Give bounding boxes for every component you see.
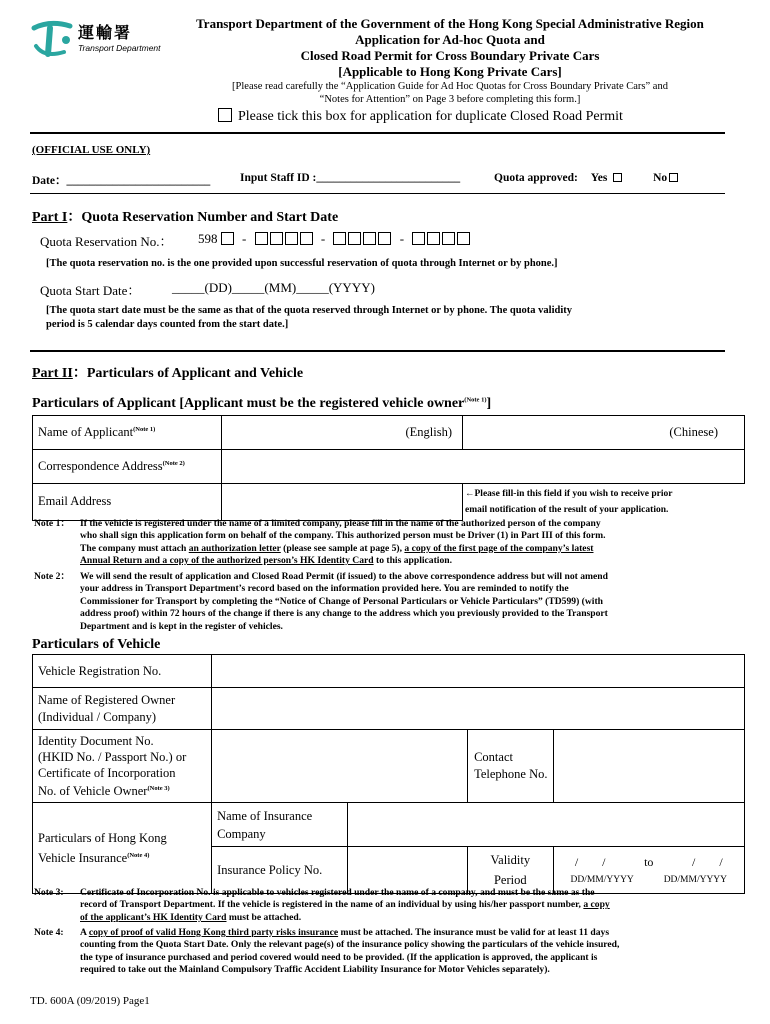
part2-title [32,362,303,382]
part1-title-rest: ：Quota Reservation Number and Start Date [67,210,339,225]
id-doc-label-1: Identity Document No. [38,734,154,748]
vehicle-heading: Particulars of Vehicle [32,637,161,652]
id-doc-field[interactable] [212,730,468,803]
address-label: Correspondence Address [38,459,163,473]
ins-company-field[interactable] [347,803,744,847]
note-2-line-2: your address in Transport Department’s record based on the information provided here. You are reminded to notify the [80,583,569,595]
id-doc-note: (Note 3) [147,785,170,792]
note-4-line-1c: must be attached. The insurance must be valid for at least 11 days [338,927,610,938]
header-line-4: [Applicable to Hong Kong Private Cars] [338,64,562,79]
validity-to-date[interactable]: / / [692,855,723,870]
applicant-heading-note: (Note 1) [464,396,487,404]
note-3-line-2a: record of Transport Department. If the vehicle is registered in the name of an individual by using his/her passport number, [80,899,584,911]
note-3-line-2b: a copy [583,899,610,911]
reservation-label: Quota Reservation No.： [40,234,173,249]
reservation-box-group-1[interactable] [221,232,234,245]
note-4-line-1b: copy of proof of valid Hong Kong third party risks insurance [88,927,339,938]
td-logo-icon [30,18,76,60]
reservation-prefix: 598 [198,231,218,246]
part2-title-rest: ：Particulars of Applicant and Vehicle [72,366,304,381]
validity-to-label: to [644,855,654,870]
note-2-label: Note 2： [34,571,70,582]
divider [30,350,725,352]
insurance-label-1: Particulars of Hong Kong [38,830,167,845]
owner-label-cell [33,688,212,730]
divider [30,193,725,194]
start-date-field[interactable]: _____(DD)_____(MM)_____(YYYY) [172,280,375,295]
note-1-line-4a: Annual Return and a copy of the authorized person’s HK Identity Card [80,555,374,567]
owner-label-line-1: Name of Registered Owner [38,692,176,707]
owner-label-line-2: (Individual / Company) [38,709,157,724]
name-note: (Note 1) [133,425,156,433]
email-hint-cell [463,484,745,521]
email-hint-line-2: email notification of the result of your application. [465,505,669,515]
quota-no-checkbox[interactable] [669,173,678,182]
form-number-footer: TD. 600A (09/2019) Page1 [30,995,150,1007]
divider [30,132,725,134]
duplicate-permit-checkbox[interactable] [218,108,232,122]
reg-no-label: Vehicle Registration No. [38,663,162,678]
ins-company-label-2: Company [217,826,266,841]
email-hint-line-1: ←Please fill-in this field if you wish to receive prior [465,489,673,499]
note-3-line-1: Certificate of Incorporation No. is applicable to vehicles registered under the name of a company, and must be the same as the [80,887,595,898]
contact-phone-field[interactable] [553,730,744,803]
policy-label: Insurance Policy No. [217,862,323,877]
note-1-line-4b: to this application. [373,555,452,567]
note-3 [34,887,738,927]
contact-label-2: Telephone No. [474,767,548,782]
note-4-line-1a: A [80,927,89,938]
validity-label-2: Period [493,873,527,888]
header-line-6: “Notes for Attention” on Page 3 before completing this form.] [319,94,581,105]
note-4-line-2: counting from the Quota Start Date. Only the relevant page(s) of the insurance policy showing the particulars of the vehicle insured, [80,939,620,951]
reservation-number-field[interactable] [198,231,470,247]
reg-no-field[interactable] [212,655,745,688]
name-english-field[interactable] [222,416,463,450]
note-1-auth-letter: an authorization letter [188,542,281,554]
note-3-line-3b: must be attached. [226,911,302,923]
note-2-line-1: We will send the result of application and Closed Road Permit (if issued) to the above correspondence address but will not amend [80,571,608,582]
email-field[interactable] [222,484,463,521]
address-label-cell [33,450,222,484]
applicant-heading-text: Particulars of Applicant [Applicant must be the registered vehicle owner [32,396,465,411]
official-use-title: (OFFICIAL USE ONLY) [32,144,151,156]
id-doc-label-cell [33,730,212,803]
start-date-label: Quota Start Date： [40,283,141,298]
note-2-line-4: address proof) within 72 hours of the change if there is any change to the address which you previously provided to the Transport [80,608,608,620]
validity-from-format: DD/MM/YYYY [570,875,634,886]
ins-company-label-cell [212,803,348,847]
quota-yes-checkbox[interactable] [613,173,622,182]
note-3-label: Note 3: [34,887,64,898]
owner-field[interactable] [212,688,745,730]
reg-no-label-cell [33,655,212,688]
note-1 [34,518,738,570]
start-note-line-1: [The quota start date must be the same as that of the quota reserved through Internet or by phone. The quota validity [46,305,572,316]
header-line-5: [Please read carefully the “Application Guide for Ad Hoc Quotas for Cross Boundary Private Cars” and [232,81,668,92]
english-label: (English) [405,425,452,439]
part1-title [32,206,338,226]
applicant-heading-end: ] [486,396,492,411]
contact-label-1: Contact [474,750,513,765]
note-2 [34,571,738,635]
reservation-note: [The quota reservation no. is the one provided upon successful reservation of quota through Internet or by phone.] [46,258,558,269]
note-3-line-3a: of the applicant’s HK Identity Card [80,911,227,923]
ins-company-label-1: Name of Insurance [217,808,313,823]
validity-to-format: DD/MM/YYYY [663,875,728,886]
note-4-label: Note 4: [34,927,64,938]
insurance-note: (Note 4) [127,851,150,859]
note-1-line-2: who shall sign this application form on behalf of the company. This authorized person must be Driver (1) in Part III of this form. [80,530,606,542]
reservation-box-group-4[interactable] [412,232,470,245]
email-label: Email Address [38,494,112,509]
reservation-box-group-3[interactable] [333,232,391,245]
address-note: (Note 2) [162,459,185,467]
note-4-line-4: required to take out the Mainland Compulsory Traffic Accident Liability Insurance for Motor Vehicles separately). [80,964,550,976]
note-1-label: Note 1： [34,518,70,529]
quota-yes-label: Yes [590,172,608,184]
id-doc-label-3: Certificate of Incorporation [38,766,176,780]
note-4-line-3: the type of insurance purchased and period covered would need to be provided. (If the application is approved, the applicant is [80,951,598,963]
logo-english: Transport Department [78,43,161,53]
reservation-dash: - [242,231,247,246]
chinese-label: (Chinese) [669,425,718,439]
validity-from-date[interactable]: / / [574,855,606,870]
header-line-1: Transport Department of the Government of the Hong Kong Special Administrative Region [196,16,704,31]
duplicate-permit-row [218,108,623,125]
official-staff-id-field[interactable]: Input Staff ID :_________________________ [240,172,461,184]
name-label-cell [33,416,222,450]
part2-title-prefix: Part II [32,366,73,381]
note-4 [34,927,738,979]
email-label-cell [33,484,222,521]
note-1-line-3c: (please see sample at page 5), [280,542,405,554]
insurance-label-cell [33,803,212,894]
official-date-field[interactable]: Date：_________________________ [32,175,211,187]
note-1-line-3d: a copy of the first page of the company’s latest [404,542,594,554]
quota-no-label: No [653,172,668,184]
id-doc-label-4: No. of Vehicle Owner [38,784,148,799]
note-1-line-3a: The company must attach [80,542,189,554]
duplicate-permit-label: Please tick this box for application for duplicate Closed Road Permit [238,109,623,124]
name-chinese-field[interactable] [463,416,745,450]
name-label: Name of Applicant [38,425,134,439]
reservation-dash: - [399,231,405,246]
logo-chinese: 運輸署 [78,23,133,42]
quota-approved-label: Quota approved: [494,172,578,184]
reservation-dash: - [320,231,326,246]
header-line-3: Closed Road Permit for Cross Boundary Private Cars [300,48,600,63]
vehicle-table [32,654,745,894]
part1-title-prefix: Part I [32,210,68,225]
note-2-line-5: Department and is kept in the register of vehicles. [80,620,283,632]
applicant-table [32,415,745,521]
start-note-line-2: period is 5 calendar days counted from the start date.] [46,319,289,330]
insurance-label-2: Vehicle Insurance [38,850,128,865]
td-logo [30,18,165,60]
header-line-2: Application for Ad-hoc Quota and [355,32,545,47]
validity-label-1: Validity [490,853,531,868]
note-1-line-1: If the vehicle is registered under the name of a limited company, please fill in the name of the authorized person of the company [80,518,601,529]
note-2-line-3: Commissioner for Transport by completing the “Notice of Change of Personal Particulars or Vehicle Particulars” (TD599) (with [80,595,603,607]
applicant-heading [32,396,491,412]
reservation-box-group-2[interactable] [255,232,313,245]
id-doc-label-2: (HKID No. / Passport No.) or [38,750,187,764]
address-field[interactable] [222,450,745,484]
contact-label-cell [468,730,553,803]
